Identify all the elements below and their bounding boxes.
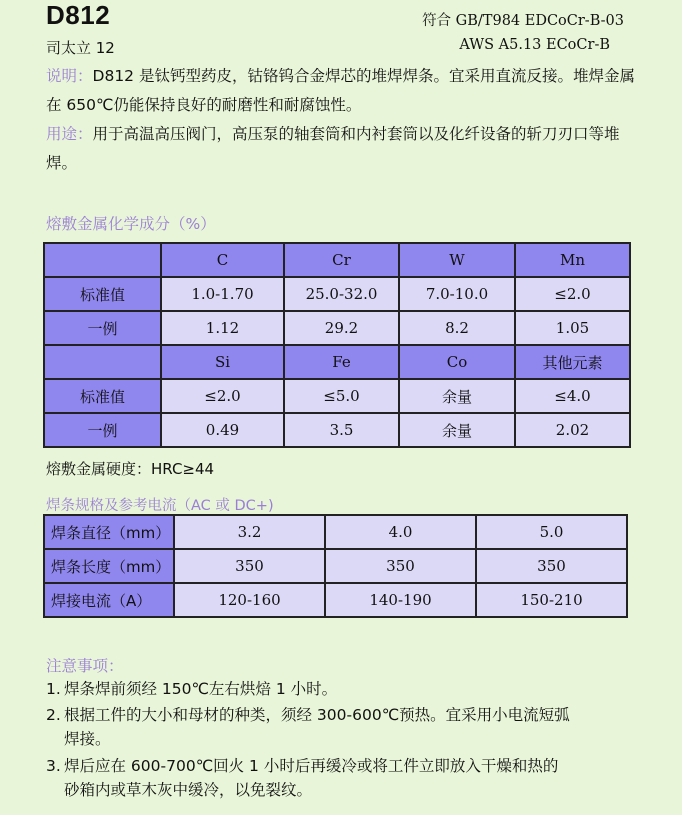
- value-cell: 8.2: [399, 311, 515, 345]
- table-row: [44, 515, 627, 549]
- value-cell: 0.49: [161, 413, 284, 447]
- value-cell: 1.12: [161, 311, 284, 345]
- note-text: 根据工件的大小和母材的种类，须经 300-600℃预热。宜采用小电流短弧: [64, 706, 570, 724]
- description-paragraph: [46, 62, 636, 120]
- value-cell: ≤2.0: [161, 379, 284, 413]
- note-number: 3.: [46, 757, 61, 775]
- value-cell: 7.0-10.0: [399, 277, 515, 311]
- table-row: [44, 311, 630, 345]
- value-cell: 5.0: [476, 515, 627, 549]
- note-item: [46, 754, 636, 802]
- element-header: Mn: [515, 243, 630, 277]
- element-header: C: [161, 243, 284, 277]
- value-cell: ≤5.0: [284, 379, 399, 413]
- value-cell: 350: [174, 549, 325, 583]
- product-alias: 司太立 12: [46, 39, 115, 57]
- value-cell: 3.5: [284, 413, 399, 447]
- element-header: W: [399, 243, 515, 277]
- value-cell: 150-210: [476, 583, 627, 617]
- spec-table: [43, 514, 628, 618]
- note-item: [46, 677, 636, 701]
- element-header: 其他元素: [515, 345, 630, 379]
- value-cell: ≤4.0: [515, 379, 630, 413]
- usage-label: 用途：: [46, 125, 93, 143]
- table-row: [44, 379, 630, 413]
- value-cell: 3.2: [174, 515, 325, 549]
- note-text: 焊条焊前须经 150℃左右烘焙 1 小时。: [64, 680, 338, 698]
- note-text-continued: 砂箱内或草木灰中缓冷，以免裂纹。: [64, 781, 313, 799]
- composition-title: 熔敷金属化学成分（%）: [46, 215, 216, 233]
- value-cell: 2.02: [515, 413, 630, 447]
- composition-header-row: [44, 345, 630, 379]
- note-item: [46, 703, 636, 751]
- element-header: Fe: [284, 345, 399, 379]
- gb-standard: 符合 GB/T984 EDCoCr-B-03: [422, 13, 624, 29]
- row-label: 焊条直径（mm）: [44, 515, 174, 549]
- value-cell: 1.0-1.70: [161, 277, 284, 311]
- element-header: Co: [399, 345, 515, 379]
- value-cell: 29.2: [284, 311, 399, 345]
- value-cell: 余量: [399, 413, 515, 447]
- row-label: 标准值: [44, 379, 161, 413]
- value-cell: 140-190: [325, 583, 476, 617]
- row-label: 焊条长度（mm）: [44, 549, 174, 583]
- notes-title: 注意事项：: [46, 657, 124, 675]
- usage-paragraph: [46, 120, 636, 178]
- row-label: 一例: [44, 413, 161, 447]
- composition-table: [43, 242, 631, 448]
- value-cell: 4.0: [325, 515, 476, 549]
- table-row: [44, 583, 627, 617]
- table-row: [44, 549, 627, 583]
- description-label: 说明：: [46, 67, 93, 85]
- row-label: 一例: [44, 311, 161, 345]
- composition-header-row: [44, 243, 630, 277]
- spec-title: 焊条规格及参考电流（AC 或 DC+): [46, 498, 274, 514]
- row-label: 标准值: [44, 277, 161, 311]
- row-label: 焊接电流（A）: [44, 583, 174, 617]
- table-row: [44, 413, 630, 447]
- table-row: [44, 277, 630, 311]
- aws-standard: AWS A5.13 ECoCr-B: [459, 37, 610, 53]
- note-text: 焊后应在 600-700℃回火 1 小时后再缓冷或将工件立即放入干燥和热的: [64, 757, 559, 775]
- value-cell: 1.05: [515, 311, 630, 345]
- value-cell: 25.0-32.0: [284, 277, 399, 311]
- note-number: 1.: [46, 680, 61, 698]
- product-model: D812: [46, 0, 111, 30]
- value-cell: 120-160: [174, 583, 325, 617]
- value-cell: 350: [476, 549, 627, 583]
- element-header: Cr: [284, 243, 399, 277]
- description-text: D812 是钛钙型药皮，钴铬钨合金焊芯的堆焊焊条。宜采用直流反接。堆焊金属在 650℃仍能保持良好的耐磨性和耐腐蚀性。: [46, 67, 635, 114]
- header-blank-cell: [44, 345, 161, 379]
- value-cell: ≤2.0: [515, 277, 630, 311]
- note-text-continued: 焊接。: [64, 730, 111, 748]
- element-header: Si: [161, 345, 284, 379]
- usage-text: 用于高温高压阀门，高压泵的轴套筒和内衬套筒以及化纤设备的斩刀刃口等堆焊。: [46, 125, 620, 172]
- hardness-text: 熔敷金属硬度：HRC≥44: [46, 460, 215, 478]
- value-cell: 350: [325, 549, 476, 583]
- note-number: 2.: [46, 706, 61, 724]
- value-cell: 余量: [399, 379, 515, 413]
- header-blank-cell: [44, 243, 161, 277]
